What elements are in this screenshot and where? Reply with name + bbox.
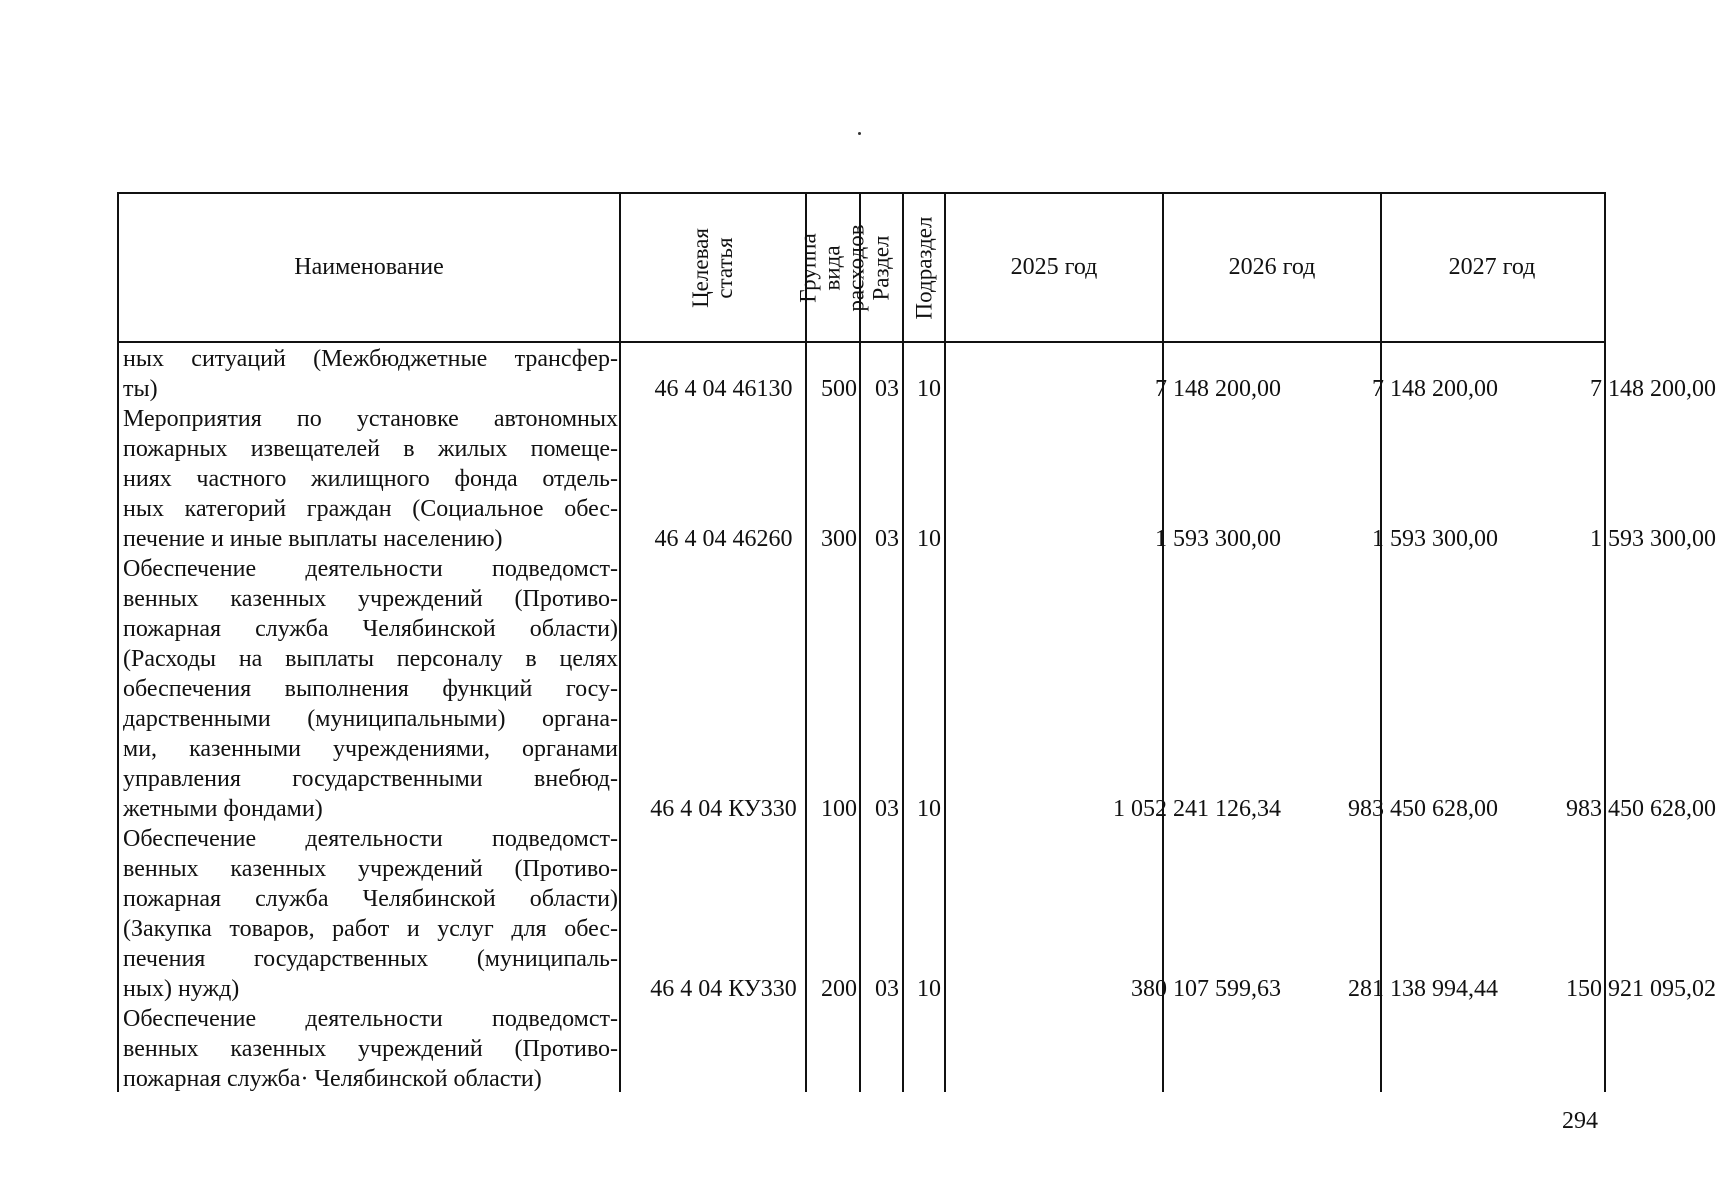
stray-dot	[858, 132, 861, 135]
row-section: 03	[875, 796, 899, 822]
row-subsection: 10	[917, 796, 941, 822]
header-year-2025: 2025 год	[1010, 254, 1098, 280]
row-name-line: венных казенных учреждений (Противо-	[123, 856, 618, 882]
row-name-line: ты)	[123, 376, 158, 402]
row-section: 03	[875, 376, 899, 402]
row-value-2025: 380 107 599,63	[1131, 976, 1281, 1002]
row-name-line: ных ситуаций (Межбюджетные трансфер-	[123, 346, 618, 372]
row-target-article: 46 4 04 46260	[654, 526, 793, 552]
header-year-2026: 2026 год	[1228, 254, 1316, 280]
row-target-article: 46 4 04 КУ330	[650, 976, 797, 1002]
row-value-2026: 7 148 200,00	[1372, 376, 1498, 402]
row-value-2025: 1 593 300,00	[1155, 526, 1281, 552]
header-target-article: Целевая статья	[687, 227, 737, 308]
row-name	[123, 824, 618, 1004]
row-name-line: управления государственными внебюд-	[123, 766, 618, 792]
row-expense-group: 300	[821, 526, 857, 552]
row-value-2026: 983 450 628,00	[1348, 796, 1498, 822]
row-section: 03	[875, 976, 899, 1002]
row-name-line: ниях частного жилищного фонда отдель-	[123, 466, 618, 492]
row-name-line: Обеспечение деятельности подведомст-	[123, 826, 618, 852]
row-name-line: Мероприятия по установке автономных	[123, 406, 618, 432]
row-name-line: жетными фондами)	[123, 796, 323, 822]
row-subsection: 10	[917, 376, 941, 402]
row-name-line: (Закупка товаров, работ и услуг для обес-	[123, 916, 618, 942]
row-name-line: (Расходы на выплаты персоналу в целях	[123, 646, 618, 672]
row-value-2027: 7 148 200,00	[1590, 376, 1716, 402]
row-name	[123, 554, 618, 824]
row-subsection: 10	[917, 526, 941, 552]
page-number: 294	[1562, 1108, 1598, 1134]
row-name-line: печение и иные выплаты населению)	[123, 526, 503, 552]
row-name-line: печения государственных (муниципаль-	[123, 946, 618, 972]
budget-table	[117, 192, 1716, 1092]
row-name-line: ных категорий граждан (Социальное обес-	[123, 496, 618, 522]
row-value-2027: 1 593 300,00	[1590, 526, 1716, 552]
row-value-2025: 7 148 200,00	[1155, 376, 1281, 402]
row-expense-group: 100	[821, 796, 857, 822]
row-name-line: дарственными (муниципальными) органа-	[123, 706, 618, 732]
row-name-line: Обеспечение деятельности подведомст-	[123, 1006, 618, 1032]
header-section: Раздел	[868, 234, 894, 301]
row-name-line: венных казенных учреждений (Противо-	[123, 1036, 618, 1062]
row-name-line: пожарная служба Челябинской области)	[123, 616, 618, 642]
row-name-line: пожарная служба· Челябинской области)	[123, 1066, 542, 1092]
row-name-line: обеспечения выполнения функций госу-	[123, 676, 618, 702]
row-value-2027: 983 450 628,00	[1566, 796, 1716, 822]
row-name	[123, 404, 618, 554]
row-name	[123, 344, 618, 404]
row-value-2027: 150 921 095,02	[1566, 976, 1716, 1002]
row-target-article: 46 4 04 46130	[654, 376, 793, 402]
row-section: 03	[875, 526, 899, 552]
row-expense-group: 500	[821, 376, 857, 402]
row-name-line: пожарная служба Челябинской области)	[123, 886, 618, 912]
row-value-2026: 281 138 994,44	[1348, 976, 1498, 1002]
row-subsection: 10	[917, 976, 941, 1002]
row-name-line: венных казенных учреждений (Противо-	[123, 586, 618, 612]
header-name: Наименование	[294, 254, 444, 280]
row-value-2025: 1 052 241 126,34	[1113, 796, 1281, 822]
row-expense-group: 200	[821, 976, 857, 1002]
row-value-2026: 1 593 300,00	[1372, 526, 1498, 552]
row-name-line: Обеспечение деятельности подведомст-	[123, 556, 618, 582]
header-year-2027: 2027 год	[1448, 254, 1536, 280]
row-name-line: ных) нужд)	[123, 976, 240, 1002]
header-subsection: Подраздел	[911, 216, 937, 319]
row-target-article: 46 4 04 КУ330	[650, 796, 797, 822]
row-name-line: пожарных извещателей в жилых помеще-	[123, 436, 618, 462]
row-name	[123, 1004, 618, 1094]
header-expense-group: Группа вида расходов	[796, 223, 870, 312]
row-name-line: ми, казенными учреждениями, органами	[123, 736, 618, 762]
